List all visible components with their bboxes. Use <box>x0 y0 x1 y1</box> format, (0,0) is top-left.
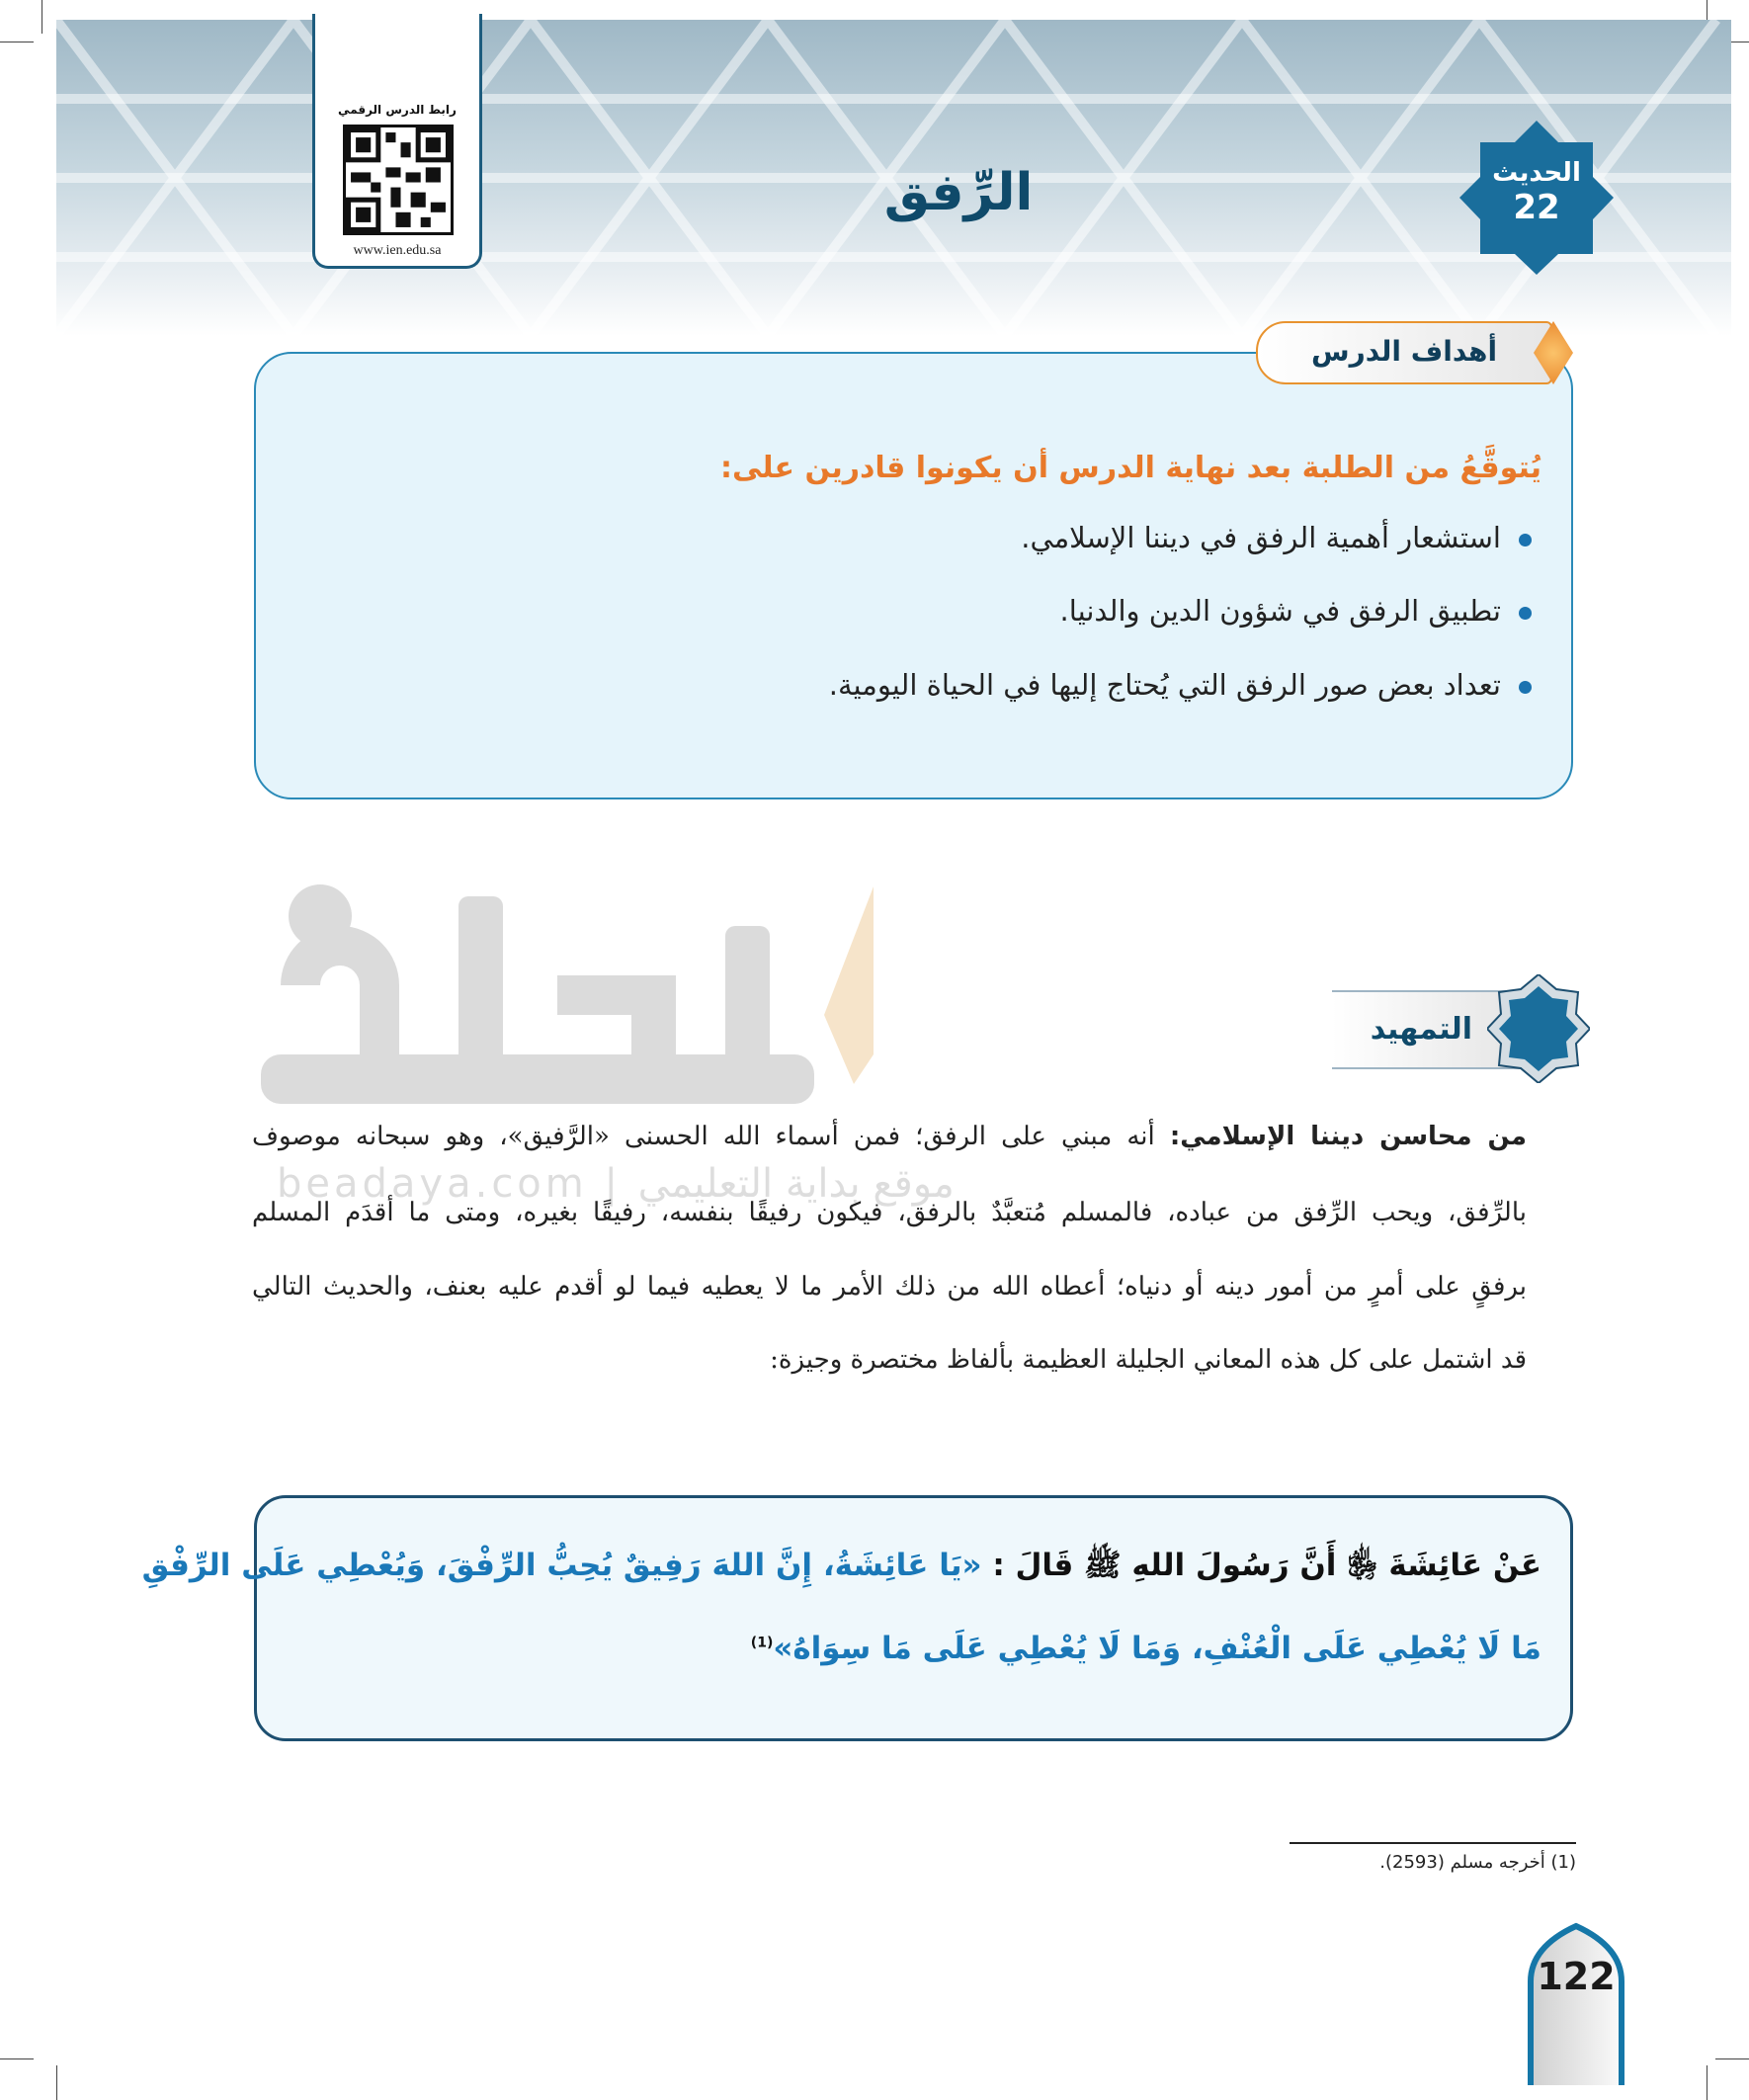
intro-heading: التمهيد <box>1332 990 1530 1069</box>
goal-item <box>296 668 1532 702</box>
hadith-text: مَا لَا يُعْطِي عَلَى الْعُنْفِ، وَمَا لَا يُعْطِي عَلَى مَا سِوَاهُ» <box>773 1631 1541 1666</box>
watermark-logo <box>261 857 874 1125</box>
goal-text: استشعار أهمية الرفق في ديننا الإسلامي. <box>1021 521 1501 554</box>
hadith-line <box>141 1547 1541 1591</box>
hadith-badge <box>1459 158 1614 227</box>
bullet-icon <box>1519 607 1532 620</box>
intro-line: بالرِّفق، ويحب الرِّفق من عباده، فالمسلم مُتعبَّدٌ بالرفق، فيكون رفيقًا بنفسه، رفيقًا بغيره، ومتى ما أقدَم المسلم <box>252 1198 1527 1227</box>
page-number: 122 <box>1537 1955 1616 1998</box>
qr-code[interactable] <box>343 125 454 235</box>
goals-box <box>254 352 1573 799</box>
footnote-ref[interactable]: (1) <box>750 1635 774 1651</box>
intro-line: برفقٍ على أمرٍ من أمور دينه أو دنياه؛ أعطاه الله من ذلك الأمر ما لا يعطيه فيما لو أقدم عليه بعنف، والحديث التالي <box>252 1272 1527 1302</box>
watermark-text: beadaya.com | موقع بداية التعليمي <box>277 1161 955 1207</box>
goal-item <box>296 521 1532 554</box>
goals-heading: أهداف الدرس <box>1256 321 1552 384</box>
hadith-narrator: عَنْ عَائِشَةَ ﵂ أَنَّ رَسُولَ اللهِ ﷺ قَالَ : <box>992 1548 1541 1583</box>
crop-mark <box>0 2058 34 2059</box>
badge-number: 22 <box>1513 188 1560 227</box>
crop-mark <box>1715 2058 1749 2059</box>
ornament-icon <box>1487 974 1590 1083</box>
hadith-line <box>287 1631 1541 1666</box>
footnote: (1) أخرجه مسلم (2593). <box>1379 1852 1576 1873</box>
goal-item <box>296 594 1532 628</box>
intro-line: قد اشتمل على كل هذه المعاني الجليلة العظيمة بألفاظ مختصرة وجيزة: <box>770 1345 1527 1375</box>
page-title: الرِّفق <box>883 163 1034 222</box>
goal-text: تعداد بعض صور الرفق التي يُحتاج إليها في الحياة اليومية. <box>828 668 1501 702</box>
page-number-tab <box>1527 1922 1625 2085</box>
intro-lead: من محاسن ديننا الإسلامي: <box>1169 1122 1527 1151</box>
intro-line <box>252 1122 1527 1151</box>
bullet-icon <box>1519 534 1532 546</box>
bullet-icon <box>1519 681 1532 694</box>
qr-card[interactable] <box>312 14 482 269</box>
goal-text: تطبيق الرفق في شؤون الدين والدنيا. <box>1059 594 1501 628</box>
hadith-text: «يَا عَائِشَةُ، إِنَّ اللهَ رَفِيقٌ يُحِبُّ الرِّفْقَ، وَيُعْطِي عَلَى الرِّفْقِ <box>141 1548 982 1583</box>
qr-label: رابط الدرس الرقمي <box>338 103 457 117</box>
badge-label: الحديث <box>1492 158 1581 188</box>
hadith-box <box>254 1495 1573 1741</box>
intro-text: أنه مبني على الرفق؛ فمن أسماء الله الحسنى «الرَّفيق»، وهو سبحانه موصوف <box>252 1122 1155 1151</box>
qr-url[interactable]: www.ien.edu.sa <box>353 243 442 258</box>
crop-mark <box>56 2065 57 2100</box>
footnote-divider <box>1290 1842 1576 1844</box>
goals-intro: يُتوقَّعُ من الطلبة بعد نهاية الدرس أن يكونوا قادرين على: <box>719 451 1541 485</box>
